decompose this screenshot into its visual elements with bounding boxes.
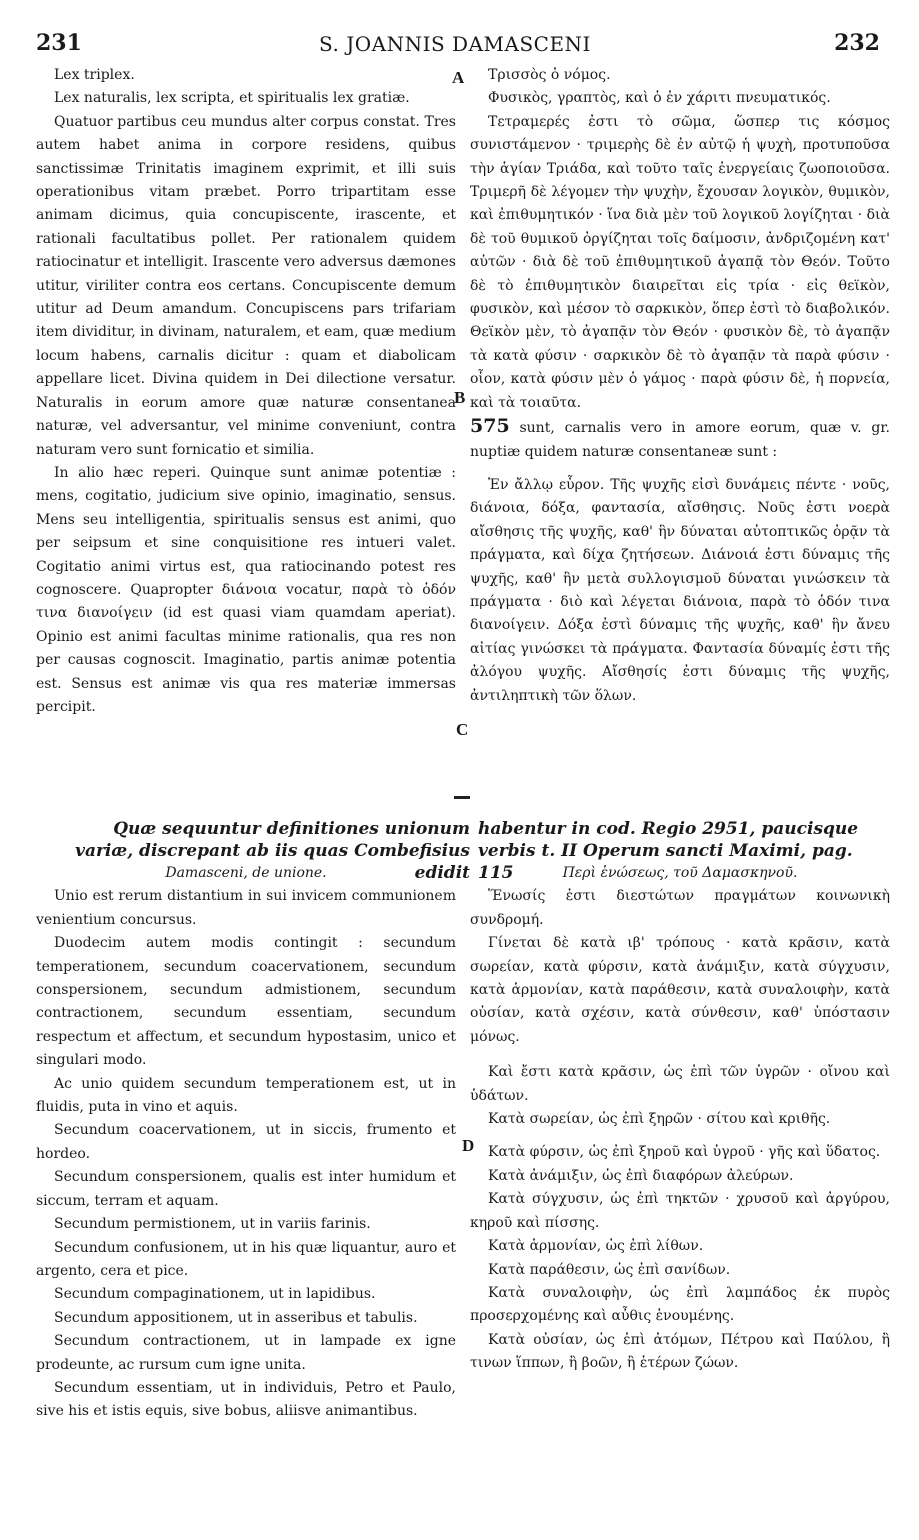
greek-column-top: [470, 64, 890, 708]
latin-para: Secundum compaginationem, ut in lapidibus.: [54, 1286, 376, 1303]
section-divider: [454, 796, 470, 799]
latin-para: Secundum essentiam, ut in individuis, Petro et Paulo, sive his et istis equis, sive bobus, aliisve animantibus.: [36, 1379, 456, 1420]
latin-para: Secundum contractionem, ut in lampade ex igne prodeunte, ac rursum cum igne unita.: [36, 1333, 456, 1373]
latin-continuation: sunt, carnalis vero in amore eorum, quæ v. gr. nuptiæ quidem naturæ consentaneæ sunt :: [470, 420, 890, 460]
greek-para: Ἐν ἄλλῳ εὗρον. Τῆς ψυχῆς εἰσὶ δυνάμεις πέντε · νοῦς, διάνοια, δόξα, φαντασία, αἴσθησις. Νοῦς ἐστι νοερὰ αἴσθησις τῆς ψυχῆς, καθ' ἣν δύναται αὐτοπτικῶς ὁρᾷν τὰ πράγματα, καὶ δίχα ζητήσεων. Διάνοιά ἐστι δύναμις τῆς ψυχῆς, καθ' ἣν μετὰ συλλογισμοῦ δύναται γινώσκειν τὰ πράγματα · διὸ καὶ λέγεται διάνοια, παρὰ τὸ ὁδόν τινα διανοίγειν. Δόξα ἐστὶ δύναμις τῆς ψυχῆς, καθ' ἣν ἄνευ αἰτίας γινώσκει τὰ πράγματα. Φαντασία δύναμίς ἐστι τῆς ἀλόγου ψυχῆς. Αἴσθησίς ἐστι δύναμις τῆς ψυχῆς, ἀντιληπτικὴ τῶν ὅλων.: [470, 476, 890, 704]
section-heading-right: habentur in cod. Regio 2951, paucisque verbis t. II Operum sancti Maximi, pag. 115: [478, 819, 859, 883]
greek-para: Τετραμερές ἐστι τὸ σῶμα, ὥσπερ τις κόσμος συνιστάμενον · τριμερὴς δὲ ἐν αὐτῷ ἡ ψυχὴ, προτυποῦσα τὴν ἁγίαν Τριάδα, καὶ τοῦτο ταῖς ἐνεργείαις ζωοποιοῦσα. Τριμερῆ δὲ λέγομεν τὴν ψυχὴν, ἔχουσαν λογικὸν, θυμικὸν, καὶ ἐπιθυμητικόν · ἵνα διὰ μὲν τοῦ λογικοῦ λογίζηται · διὰ δὲ τοῦ θυμικοῦ ὀργίζηται τοῖς δαίμοσιν, ἀνδριζομένη κατ' αὐτῶν · διὰ δὲ τοῦ ἐπιθυμητικοῦ ἀγαπᾷ τὸν Θεόν. Τοῦτο δὲ τὸ ἐπιθυμητικὸν διαιρεῖται εἰς τρία · εἰς θεϊκὸν, φυσικὸν, καὶ μέσον τὸ σαρκικὸν, ὅπερ ἐστὶ τὸ διαβολικόν. Θεϊκὸν μὲν, τὸ ἀγαπᾷν τὸν Θεόν · φυσικὸν δὲ, τὸ ἀγαπᾷν τὰ κατὰ φύσιν · σαρκικὸν δὲ τὸ ἀγαπᾷν τὰ παρὰ φύσιν · οἷον, κατὰ φύσιν μὲν ὁ γάμος · παρὰ φύσιν δὲ, ἡ πορνεία, καὶ τὰ τοιαῦτα.: [470, 113, 890, 411]
latin-para: Lex triplex.: [54, 67, 135, 83]
margin-letter-b: B: [454, 388, 466, 407]
page-number-right: 232: [834, 30, 880, 56]
latin-para: Secundum conspersionem, qualis est inter humidum et siccum, terram et aquam.: [36, 1169, 456, 1209]
greek-para: Κατὰ συναλοιφὴν, ὡς ἐπὶ λαμπάδος ἐκ πυρὸς προσερχομένης καὶ αὖθις ἑνουμένης.: [470, 1284, 890, 1325]
margin-letter-a: A: [452, 68, 465, 87]
latin-para: Secundum permistionem, ut in variis farinis.: [54, 1216, 371, 1233]
greek-continuation: [470, 415, 890, 464]
greek-para: Κατὰ ἁρμονίαν, ὡς ἐπὶ λίθων.: [488, 1238, 704, 1255]
latin-para: Duodecim autem modis contingit : secundum temperationem, secundum coacervationem, secundum conspersionem, secundum admistionem, secundum contractionem, secundum essentiam, secundum respectum et affectum, et secundum hypostasim, unico et singulari modo.: [36, 935, 456, 1069]
latin-para: Unio est rerum distantium in sui invicem communionem venientium concursus.: [36, 888, 456, 928]
greek-para: Φυσικὸς, γραπτὸς, καὶ ὁ ἐν χάριτι πνευματικός.: [488, 90, 831, 107]
greek-para: Τρισσὸς ὁ νόμος.: [488, 67, 611, 83]
latin-subheading: Damasceni, de unione.: [165, 865, 327, 881]
greek-para: Κατὰ οὐσίαν, ὡς ἐπὶ ἀτόμων, Πέτρου καὶ Παύλου, ἢ τινων ἵππων, ἢ βοῶν, ἢ ἑτέρων ζώων.: [470, 1331, 890, 1372]
greek-para: Κατὰ φύρσιν, ὡς ἐπὶ ξηροῦ καὶ ὑγροῦ · γῆς καὶ ὕδατος.: [488, 1144, 881, 1161]
latin-para: Quatuor partibus ceu mundus alter corpus constat. Tres autem habet anima in corpore residens, quibus sanctissimæ Trinitatis imaginem exprimit, et illi suis operationibus vitam præbet. Porro tripartitam esse animam dicimus, quia concupiscente, irascente, et rationali facultatibus pollet. Per rationalem quidem ratiocinatur et intelligit. Irascente vero adversus dæmones utitur, viriliter contra eos certans. Concupiscente demum utitur ad Deum amandum. Concupiscens pars trifariam item dividitur, in divinam, naturalem, et eam, quæ medium locum habens, carnalis dicitur : quam et diabolicam appellare licet. Divina quidem in Dei dilectione versatur. Naturalis in eorum amore quæ naturæ consentanea naturæ, vel adversantur, vel minime conveniunt, contra naturam vero sunt fornicatio et similia.: [36, 113, 456, 458]
greek-subheading: Περὶ ἑνώσεως, τοῦ Δαμασκηνοῦ.: [562, 865, 798, 881]
greek-para: Καὶ ἔστι κατὰ κρᾶσιν, ὡς ἐπὶ τῶν ὑγρῶν · οἴνου καὶ ὑδάτων.: [470, 1064, 890, 1104]
greek-para: Γίνεται δὲ κατὰ ιβ' τρόπους · κατὰ κρᾶσιν, κατὰ σωρείαν, κατὰ φύρσιν, κατὰ ἀνάμιξιν, κατὰ σύγχυσιν, κατὰ ἁρμονίαν, κατὰ παράθεσιν, κατὰ συναλοιφὴν, κατὰ οὐσίαν, κατὰ σχέσιν, κατὰ σύνθεσιν, καθ' ὑπόστασιν μόνως.: [470, 935, 890, 1045]
latin-column-top: [36, 64, 456, 719]
margin-letter-c: C: [456, 720, 469, 739]
greek-column-bottom: [470, 862, 890, 1376]
column-number: 575: [470, 415, 510, 438]
page-header: [30, 30, 880, 60]
latin-para: Secundum appositionem, ut in asseribus et tabulis.: [54, 1309, 418, 1326]
margin-letter-d: D: [462, 1136, 475, 1155]
running-title: S. JOANNIS DAMASCENI: [319, 32, 591, 56]
greek-para: Κατὰ σύγχυσιν, ὡς ἐπὶ τηκτῶν · χρυσοῦ καὶ ἀργύρου, κηροῦ καὶ πίσσης.: [470, 1191, 890, 1231]
latin-para: In alio hæc reperi. Quinque sunt animæ potentiæ : mens, cogitatio, judicium sive opinio, imaginatio, sensus. Mens seu intelligentia, spiritualis sensus est animi, quo per seipsum et sine conquisitione res intueri valet. Cogitatio animi virtus est, qua ratiocinando potest res cognoscere. Quapropter διάνοια vocatur, παρὰ τὸ ὁδόν τινα διανοίγειν (id est quasi viam quamdam aperiat). Opinio est animi facultas minime rationalis, qua res non per causas cognoscit. Imaginatio, partis animæ potentia est. Sensus est animæ vis qua res materiæ immersas percipit.: [36, 464, 456, 715]
section-heading-left: Quæ sequuntur definitiones unionum variæ, discrepant ab iis quas Combefisius edidit: [75, 819, 470, 883]
greek-para: Κατὰ ἀνάμιξιν, ὡς ἐπὶ διαφόρων ἀλεύρων.: [488, 1167, 794, 1184]
latin-para: Ac unio quidem secundum temperationem est, ut in fluidis, puta in vino et aquis.: [36, 1075, 456, 1116]
greek-para: Ἕνωσίς ἐστι διεστώτων πραγμάτων κοινωνικὴ συνδρομή.: [470, 888, 890, 928]
greek-para: Κατὰ σωρείαν, ὡς ἐπὶ ξηρῶν · σίτου καὶ κριθῆς.: [488, 1111, 831, 1128]
latin-column-bottom: [36, 862, 456, 1424]
page-number-left: 231: [36, 30, 82, 56]
latin-para: Secundum coacervationem, ut in siccis, frumento et hordeo.: [36, 1122, 456, 1162]
latin-para: Lex naturalis, lex scripta, et spiritualis lex gratiæ.: [54, 90, 410, 107]
greek-para: Κατὰ παράθεσιν, ὡς ἐπὶ σανίδων.: [488, 1261, 731, 1278]
latin-para: Secundum confusionem, ut in his quæ liquantur, auro et argento, cera et pice.: [36, 1239, 456, 1279]
